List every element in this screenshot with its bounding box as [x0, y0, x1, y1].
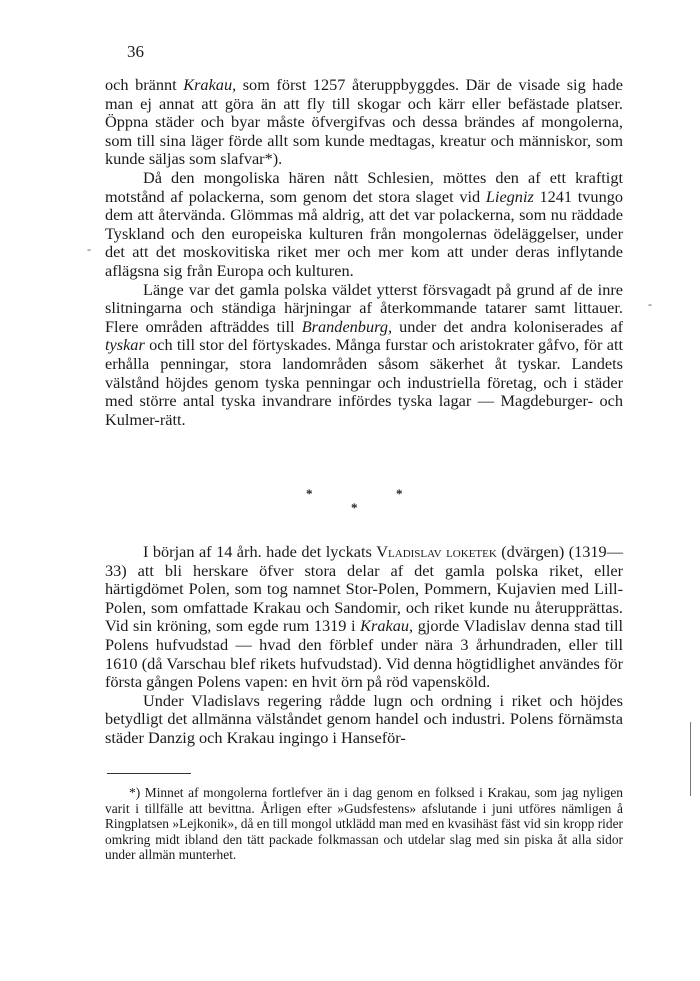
- footnote-lejkonik: *) Minnet af mongolerna fortlefver än i dag genom en folksed i Krakau, som jag nyligen varit i tillfälle att bevittna. Årligen efter »Gudsfestens» afslutande i juni utföres nämligen å Ringplatsen »Lejkonik», då en till mongol utklädd man med en kvasihäst fäst vid sin kropp rider omkring midt ibland den tätt packade folkmassan och utdelar slag med sin piska åt alla sidor under allmän munterhet.: [105, 785, 623, 862]
- margin-mark: -: [648, 297, 652, 311]
- section-ornament: [0, 486, 700, 516]
- ornament-star: *: [396, 486, 403, 501]
- page-number: 36: [127, 42, 144, 61]
- paragraph-polish-realm-weakened: Länge var det gamla polska väldet ytterst försvagadt på grund af de inre slitningarna och ständiga härjningar af återkommande tatarer samt littauer. Flere områden afträddes till Brandenburg, under det andra koloniserades af tyskar och till stor del förtyskades. Många furstar och aristokrater gåfvo, för att erhålla penningar, stora landområden såsom säkerhet åt tyskar. Landets välstånd höjdes genom tyska penningar och industriella företag, och i städer med större antal tyska invandrare infördes tyska lagar — Magdeburger- och Kulmer-rätt.: [105, 279, 624, 429]
- scan-edge-line: [690, 722, 691, 796]
- footnote-divider: [107, 773, 191, 774]
- text-block-mongol-invasion: [105, 76, 623, 429]
- person-name-vladislav-loketek: Vladislav loketek: [376, 542, 497, 561]
- margin-mark: -: [87, 242, 91, 256]
- text-block-vladislav-loketek: [105, 543, 623, 748]
- ornament-star: *: [306, 486, 313, 501]
- term-tyskar: tyskar: [105, 335, 145, 355]
- place-name-krakau: Krakau,: [360, 616, 414, 636]
- paragraph-vladislav-crowning: I början af 14 årh. hade det lyckats Vladislav loketek (dvärgen) (1319—33) att bli herskare öfver stora delar af det gamla polska riket, eller härtigdömet Polen, som tog namnet Stor-Polen, Pommern, Kujavien med Lill-Polen, som omfattade Krakau och Sandomir, och riket kunde nu återupprättas. Vid sin kröning, som egde rum 1319 i Krakau, gjorde Vladislav denna stad till Polens hufvudstad — hvad den förblef under nära 3 århundraden, eller till 1610 (då Varschau blef rikets hufvudstad). Vid denna högtidlighet användes för första gången Polens vapen: en hvit örn på röd vapensköld.: [105, 542, 623, 692]
- place-name-brandenburg: Brandenburg,: [301, 316, 393, 336]
- paragraph-schlesien-liegniz: Då den mongoliska hären nått Schlesien, möttes den af ett kraftigt motstånd af polackerna, som genom det stora slaget vid Liegniz 1241 tvungo dem att återvända. Glömmas må aldrig, att det var polackerna, som nu räddade Tyskland och den europeiska kulturen från mongolernas ödeläggelser, under det att det moskovitiska riket mer och mer kom att under deras inflytande aflägsna sig från Europa och kulturen.: [105, 167, 623, 280]
- place-name-krakau: Krakau,: [183, 75, 237, 94]
- paragraph-krakau-burned: och brännt Krakau, som först 1257 återuppbyggdes. Där de visade sig hade man ej annat att göra än att fly till skogar och kärr eller befästade platser. Öppna städer och byar måste öfvergifvas och dessa brändes af mongolerna, som till sina läger förde allt som kunde medtagas, kreatur och människor, som kunde säljas som slafvar*).: [105, 75, 624, 169]
- paragraph-vladislav-reign: Under Vladislavs regering rådde lugn och ordning i riket och höjdes betydligt det allmänna välståndet genom handel och industri. Polens förnämsta städer Danzig och Krakau ingingo i Hanseför-: [105, 690, 623, 747]
- ornament-star: *: [351, 500, 358, 515]
- place-name-liegniz: Liegniz: [485, 186, 534, 206]
